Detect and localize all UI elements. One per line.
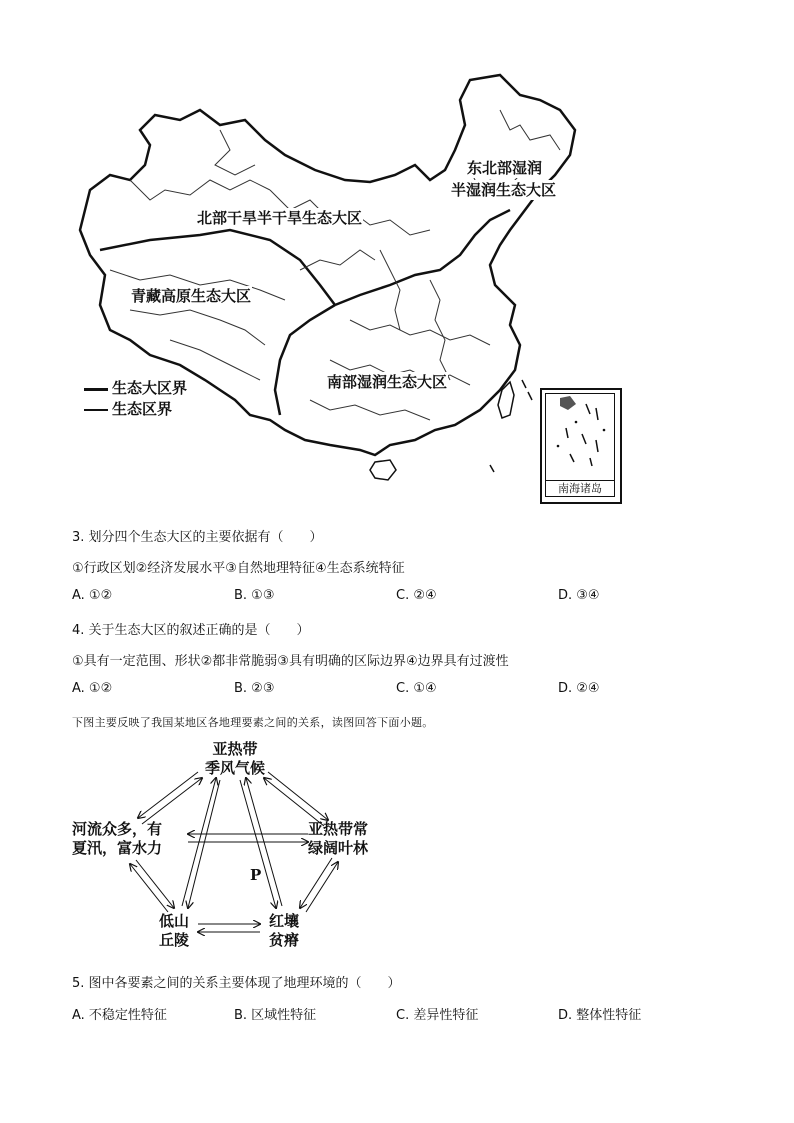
q5-option-b[interactable]: B. 区域性特征 bbox=[234, 1008, 317, 1023]
map-label-south: 南部湿润生态大区 bbox=[327, 373, 448, 391]
map-label-northeast-1: 东北部湿润 bbox=[467, 159, 543, 177]
q4-option-c[interactable]: C. ①④ bbox=[396, 681, 437, 696]
q3-option-b[interactable]: B. ①③ bbox=[234, 588, 275, 603]
q4-stem: 4. 关于生态大区的叙述正确的是（ ） bbox=[72, 623, 310, 638]
map-label-northeast-2: 半湿润生态大区 bbox=[451, 181, 557, 199]
legend-minor-label: 生态区界 bbox=[112, 400, 173, 418]
node-river-line1: 河流众多，有 bbox=[72, 820, 163, 838]
south-china-sea-inset bbox=[540, 388, 622, 504]
q3-option-a[interactable]: A. ①② bbox=[72, 588, 113, 603]
ecoregion-map bbox=[70, 70, 630, 510]
node-climate bbox=[190, 740, 280, 778]
node-forest-line2: 绿阔叶林 bbox=[308, 839, 369, 857]
legend-major-label: 生态大区界 bbox=[112, 379, 188, 397]
inset-label: 南海诸岛 bbox=[546, 480, 614, 496]
q5-option-d[interactable]: D. 整体性特征 bbox=[558, 1008, 642, 1023]
map-label-tibet: 青藏高原生态大区 bbox=[131, 287, 252, 305]
legend-minor-line bbox=[84, 409, 108, 411]
q5-stem: 5. 图中各要素之间的关系主要体现了地理环境的（ ） bbox=[72, 976, 401, 991]
q5-option-c[interactable]: C. 差异性特征 bbox=[396, 1008, 479, 1023]
node-hills-line1: 低山 bbox=[158, 912, 189, 930]
node-hills-line2: 丘陵 bbox=[158, 931, 189, 949]
node-river-line2: 夏汛，富水力 bbox=[72, 839, 163, 857]
q4-option-b[interactable]: B. ②③ bbox=[234, 681, 275, 696]
p-label: P bbox=[250, 866, 262, 884]
node-forest-line1: 亚热带常 bbox=[308, 820, 369, 838]
relationship-diagram bbox=[70, 740, 400, 955]
inset-inner-frame bbox=[545, 393, 615, 497]
node-soil bbox=[262, 912, 306, 950]
legend-major-line bbox=[84, 388, 108, 391]
map-label-north: 北部干旱半干旱生态大区 bbox=[197, 209, 363, 227]
q4-option-a[interactable]: A. ①② bbox=[72, 681, 113, 696]
q3-option-c[interactable]: C. ②④ bbox=[396, 588, 437, 603]
node-climate-line2: 季风气候 bbox=[204, 759, 265, 777]
q3-option-d[interactable]: D. ③④ bbox=[558, 588, 600, 603]
node-soil-line2: 贫瘠 bbox=[268, 931, 299, 949]
q4-option-d[interactable]: D. ②④ bbox=[558, 681, 600, 696]
q3-items: ①行政区划②经济发展水平③自然地理特征④生态系统特征 bbox=[72, 561, 405, 576]
diagram-intro: 下图主要反映了我国某地区各地理要素之间的关系，读图回答下面小题。 bbox=[72, 716, 434, 729]
q4-items: ①具有一定范围、形状②都非常脆弱③具有明确的区际边界④边界具有过渡性 bbox=[72, 654, 509, 669]
q5-option-a[interactable]: A. 不稳定性特征 bbox=[72, 1008, 167, 1023]
node-hills bbox=[152, 912, 196, 950]
inset-islands bbox=[546, 394, 614, 474]
node-forest bbox=[308, 820, 368, 858]
node-climate-line1: 亚热带 bbox=[212, 740, 258, 758]
node-river bbox=[72, 820, 162, 858]
node-soil-line1: 红壤 bbox=[268, 912, 299, 930]
q3-stem: 3. 划分四个生态大区的主要依据有（ ） bbox=[72, 530, 323, 545]
